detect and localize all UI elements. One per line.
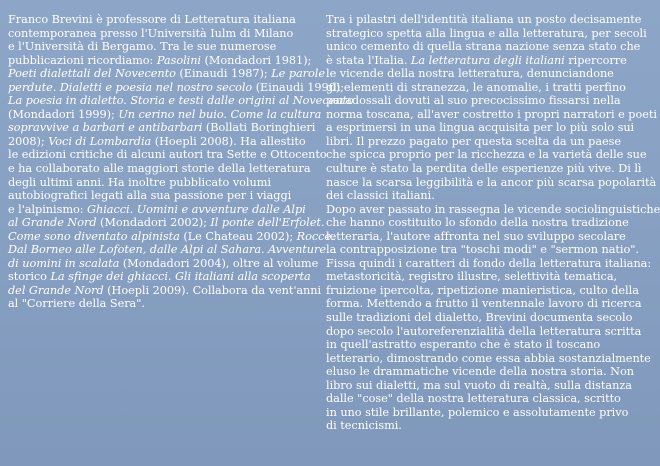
body-text: culture è stato la perdita delle esperienze più vive. Di lì: [326, 162, 642, 176]
body-text: (Mondadori 1999);: [8, 107, 119, 121]
italic-title-text: La letteratura degli italiani: [410, 53, 565, 67]
text-line: [326, 243, 644, 257]
text-line: [8, 53, 312, 68]
text-line: [8, 270, 311, 284]
body-text: (Mondadori 2002);: [96, 216, 211, 230]
text-line: [8, 203, 308, 217]
italic-title-text: di uomini in scalata: [8, 256, 120, 270]
text-line: [8, 243, 327, 257]
body-text: libri. Il prezzo pagato per questa scelta da un paese: [326, 134, 622, 148]
text-line: [326, 216, 644, 230]
body-text: e ha collaborato alle maggiori storie della letteratura: [8, 162, 311, 176]
text-line: [8, 107, 322, 122]
body-text: le vicende della nostra letteratura, denunciandone: [326, 67, 614, 81]
body-text: paradossali dovuti al suo precocissimo fissarsi nella: [326, 94, 621, 108]
italic-title-text: Rocce.: [296, 229, 335, 243]
text-line: [326, 202, 660, 217]
body-text: strategico spetta alla lingua e alla letteratura, per secoli: [326, 26, 647, 40]
text-line: [326, 107, 657, 122]
body-text: è stata l'Italia.: [326, 53, 411, 67]
body-text: (Hoepli 2009). Collabora da vent'anni: [103, 283, 322, 297]
text-line: [8, 283, 322, 298]
italic-title-text: sopravvive a barbari e antibarbari: [8, 121, 203, 135]
text-line: [326, 121, 644, 135]
body-text: eluso le drammatiche vicende della nostra storia. Non: [326, 365, 634, 379]
body-text: (Bollati Boringhieri: [202, 121, 316, 135]
body-text: ripercorre: [564, 53, 627, 67]
text-line: [326, 162, 644, 176]
italic-title-text: Come sono diventato alpinista: [8, 229, 180, 243]
text-line: [326, 54, 644, 68]
body-text: in uno stile brillante, polemico e assolutamente privo: [326, 405, 629, 419]
text-line: [326, 13, 644, 27]
body-text: (Mondadori 1981);: [201, 53, 312, 67]
body-text: sulle tradizioni del dialetto, Brevini documenta secolo: [326, 311, 633, 325]
body-text: al "Corriere della Sera".: [8, 297, 145, 311]
text-line: [326, 67, 644, 81]
body-text: (Le Chateau 2002);: [179, 229, 297, 243]
italic-title-text: del Grande Nord: [8, 283, 104, 297]
italic-title-text: Le parole: [271, 67, 325, 81]
body-text: che spicca proprio per la ricchezza e la varietà delle sue: [326, 148, 647, 162]
author-bio-column: [8, 13, 354, 311]
text-line: [8, 176, 308, 190]
text-line: [8, 189, 308, 203]
body-text: Tra i pilastri dell'identità italiana un posto decisamente: [326, 13, 642, 26]
body-text: (Einaudi 1987);: [175, 67, 272, 81]
italic-title-text: La sfinge dei ghiacci. Gli italiani alla scoperta: [50, 270, 311, 284]
body-text: Dopo aver passato in rassegna le vicende sociolinguistiche: [326, 202, 660, 216]
italic-title-text: perdute. Dialetti e poesia nel nostro secolo: [8, 80, 253, 94]
body-text: contemporanea presso l'Università Iulm di Milano: [8, 26, 294, 40]
body-text: norma toscana, all'aver costretto i propri narratori e poeti: [326, 107, 657, 121]
body-text: e l'alpinismo:: [8, 202, 88, 216]
text-line: [8, 80, 344, 95]
body-text: degli ultimi anni. Ha inoltre pubblicato volumi: [8, 175, 271, 189]
italic-title-text: Ghiacci. Uomini e avventure dalle Alpi: [87, 202, 306, 216]
body-text: fruizione ipercolta, ripetizione manieristica, culto della: [326, 283, 639, 297]
italic-title-text: Il ponte dell'Erfolet.: [210, 216, 325, 230]
text-line: [8, 297, 308, 311]
text-line: [326, 284, 644, 298]
italic-title-text: Voci di Lombardia: [48, 134, 152, 148]
text-line: [326, 189, 644, 203]
text-line: [326, 379, 644, 393]
body-text: (Hoepli 2008). Ha allestito: [151, 134, 306, 148]
text-line: [8, 229, 335, 244]
text-line: [326, 40, 644, 54]
italic-title-text: Poeti dialettali del Novecento: [8, 67, 176, 81]
body-text: autobiografici legati alla sua passione per i viaggi: [8, 189, 292, 203]
text-line: [326, 297, 644, 311]
text-line: [326, 148, 647, 162]
italic-title-text: La poesia in dialetto. Storia e testi dalle origini al Novecento: [8, 94, 354, 108]
text-line: [8, 148, 327, 162]
text-line: [326, 26, 647, 41]
text-line: [8, 216, 325, 230]
body-text: forma. Mettendo a frutto il ventennale lavoro di ricerca: [326, 297, 642, 311]
italic-title-text: Un cerino nel buio. Come la cultura: [118, 107, 322, 121]
text-line: [326, 419, 644, 433]
text-line: [8, 94, 354, 108]
body-text: nasce la scarsa leggibilità e la ancor più scarsa popolarità: [326, 175, 657, 189]
body-text: di tecnicismi.: [326, 419, 402, 433]
body-text: a esprimersi in una lingua acquisita per lo più solo sui: [326, 121, 635, 135]
italic-title-text: Pasolini: [156, 53, 201, 67]
body-text: gli elementi di stranezza, le anomalie, i tratti perfino: [326, 80, 626, 94]
text-line: [326, 175, 657, 190]
body-text: 2008);: [8, 134, 49, 148]
text-line: [8, 27, 308, 41]
body-text: le edizioni critiche di alcuni autori tra Sette e Ottocento: [8, 148, 327, 162]
body-text: (Mondadori 2004), oltre al volume: [119, 256, 319, 270]
body-text: letteraria, l'autore affronta nel suo sviluppo secolare: [326, 229, 626, 243]
text-line: [326, 230, 644, 244]
body-text: pubblicazioni ricordiamo:: [8, 53, 157, 67]
text-line: [8, 135, 308, 149]
text-line: [8, 40, 308, 54]
body-text: dopo secolo l'autoreferenzialità della letteratura scritta: [326, 324, 642, 338]
italic-title-text: al Grande Nord: [8, 216, 97, 230]
text-line: [8, 256, 319, 271]
body-text: Fissa quindi i caratteri di fondo della letteratura italiana:: [326, 256, 652, 270]
text-line: [326, 270, 644, 284]
text-line: [8, 121, 316, 135]
text-line: [326, 94, 644, 108]
book-description-column: [326, 13, 660, 433]
text-line: [326, 311, 644, 325]
body-text: in quell'astratto esperanto che è stato il toscano: [326, 338, 601, 352]
text-line: [326, 338, 644, 352]
body-text: (Einaudi 1990);: [252, 80, 344, 94]
body-text: che hanno costituito lo sfondo della nostra tradizione: [326, 216, 629, 230]
body-text: metastoricità, registro illustre, selettività tematica,: [326, 270, 618, 284]
body-text: letterario, dimostrando come essa abbia sostanzialmente: [326, 351, 651, 365]
body-text: dalle "cose" della nostra letteratura classica, scritto: [326, 392, 621, 406]
body-text: unico cemento di quella strana nazione senza stato che: [326, 40, 641, 54]
text-line: [326, 135, 644, 149]
text-line: [326, 81, 644, 95]
text-line: [326, 365, 644, 379]
text-line: [326, 406, 644, 420]
text-line: [326, 256, 652, 271]
text-line: [326, 392, 644, 406]
text-line: [8, 13, 308, 27]
body-text: la contrapposizione tra "toschi modi" e "sermon natio".: [326, 243, 639, 257]
text-line: [326, 351, 651, 366]
body-text: e l'Università di Bergamo. Tra le sue numerose: [8, 40, 277, 54]
italic-title-text: Dal Borneo alle Lofoten, dalle Alpi al Sahara. Avventure: [8, 243, 327, 257]
text-line: [8, 162, 311, 176]
body-text: dei classici italiani.: [326, 189, 435, 203]
body-text: storico: [8, 270, 51, 284]
body-text: libro sui dialetti, ma sul vuoto di realtà, sulla distanza: [326, 378, 632, 392]
text-line: [8, 67, 325, 81]
body-text: Franco Brevini è professore di Letteratura italiana: [8, 13, 296, 26]
text-line: [326, 325, 644, 339]
